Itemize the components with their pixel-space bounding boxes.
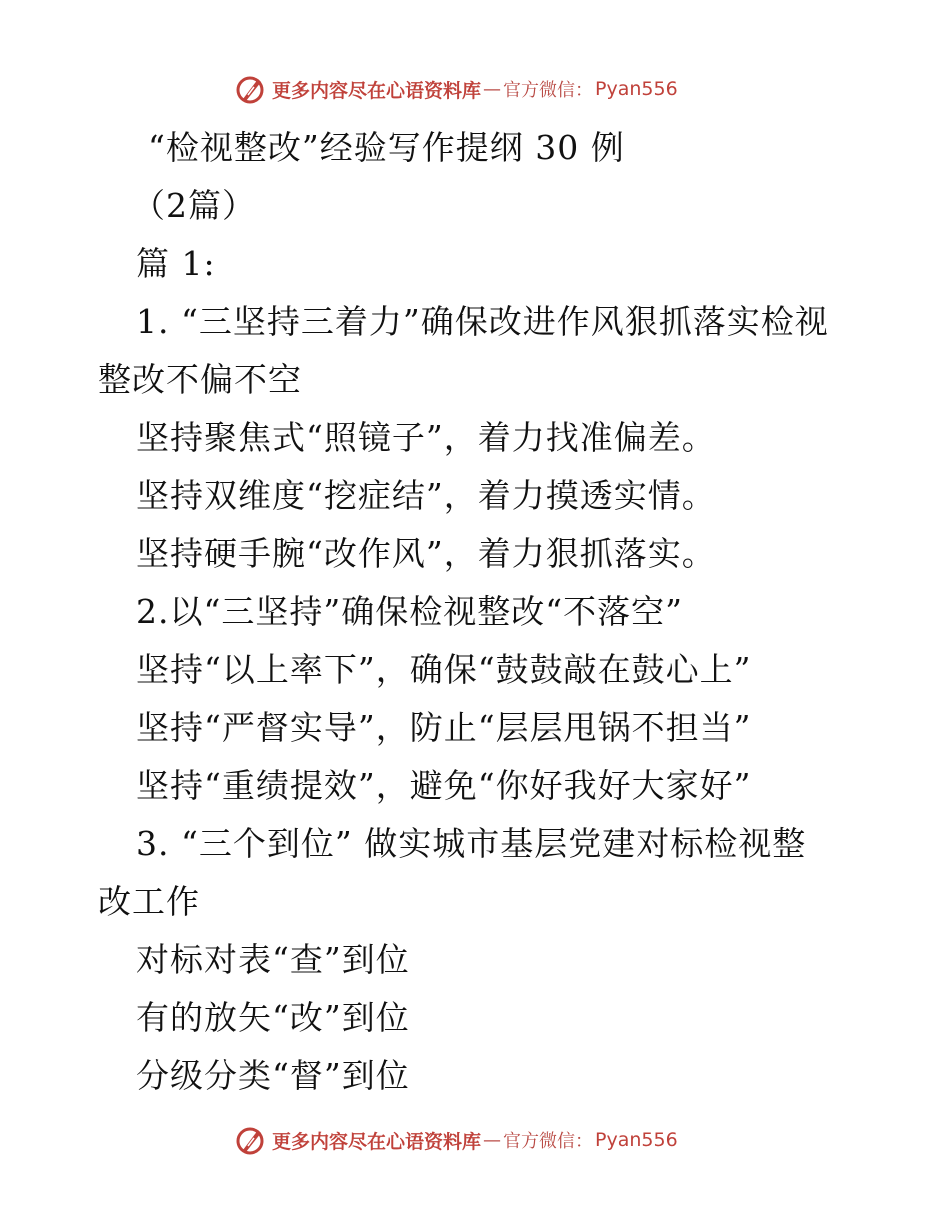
document-count-note: （2篇） [132,186,256,225]
banner-wechat-id: Pyan556 [595,78,678,100]
feather-pen-logo-icon [234,73,266,105]
item-1-heading-cont: 整改不偏不空 [98,360,302,399]
banner-wechat-label: 官方微信： [503,1131,594,1152]
banner-dash: — [483,78,502,100]
item-1-point: 坚持双维度“挖症结”，着力摸透实情。 [136,476,716,515]
item-1-point: 坚持硬手腕“改作风”，着力狠抓落实。 [136,534,716,573]
item-2-point: 坚持“重绩提效”，避免“你好我好大家好” [136,766,752,805]
banner-slogan: 更多内容尽在心语资料库 [272,79,482,102]
banner-wechat-id: Pyan556 [595,1129,678,1151]
item-3-heading-cont: 改工作 [98,882,200,921]
document-title: “检视整改”经验写作提纲 30 例 [148,128,625,167]
section-label: 篇 1: [136,244,216,283]
item-3-point: 分级分类“督”到位 [136,1056,410,1095]
item-2-heading: 2.以“三坚持”确保检视整改“不落空” [136,592,683,631]
feather-pen-logo-icon [234,1124,266,1156]
banner-dash: — [483,1129,502,1151]
item-3-point: 对标对表“查”到位 [136,940,410,979]
item-1-heading: 1. “三坚持三着力”确保改进作风狠抓落实检视 [136,302,829,341]
header-watermark-banner [234,72,678,106]
item-2-point: 坚持“以上率下”，确保“鼓鼓敲在鼓心上” [136,650,752,689]
item-1-point: 坚持聚焦式“照镜子”，着力找准偏差。 [136,418,716,457]
footer-watermark-banner [234,1123,678,1157]
item-3-heading: 3. “三个到位” 做实城市基层党建对标检视整 [136,824,807,863]
banner-wechat-label: 官方微信： [503,80,594,101]
item-3-point: 有的放矢“改”到位 [136,998,410,1037]
item-2-point: 坚持“严督实导”，防止“层层甩锅不担当” [136,708,752,747]
banner-slogan: 更多内容尽在心语资料库 [272,1130,482,1153]
